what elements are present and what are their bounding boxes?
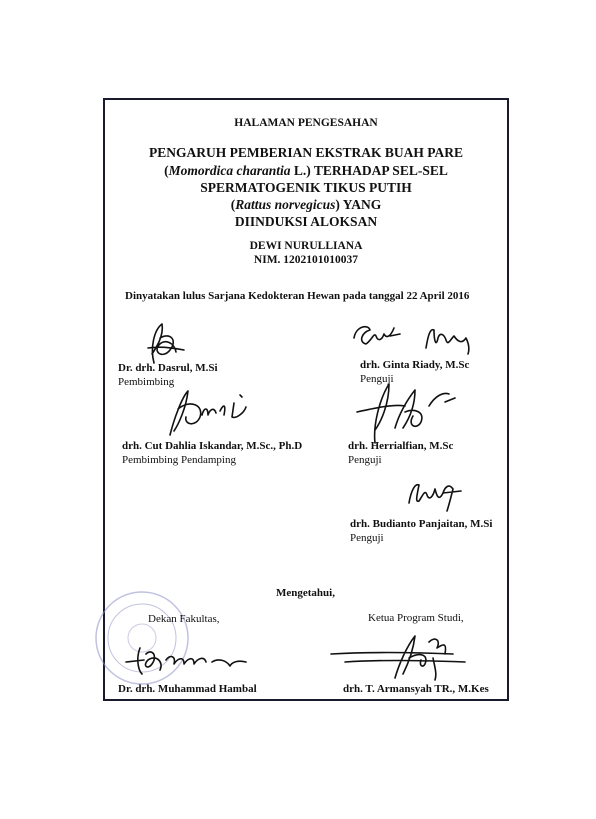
title-line-2-rest: L.) TERHADAP SEL-SEL [290,163,448,178]
title-paren: ( [164,163,169,178]
title-paren-2: ( [230,197,236,212]
pendamping-role: Pembimbing Pendamping [122,454,236,466]
dekan-name: Dr. drh. Muhammad Hambal [118,683,257,695]
author-nim: NIM. 1202101010037 [253,254,359,266]
species-name-1: Momordica charantia [168,163,291,178]
penguji-3-role: Penguji [350,532,384,544]
signature-penguji-3 [405,475,465,515]
pembimbing-name: Dr. drh. Dasrul, M.Si [118,362,218,374]
mengetahui-label: Mengetahui, [276,587,335,599]
penguji-1-name: drh. Ginta Riady, M.Sc [360,359,470,371]
penguji-2-role: Penguji [348,454,382,466]
species-name-2: Rattus norvegicus [235,197,336,212]
signature-ketua [325,628,470,683]
signature-dekan [122,640,252,680]
pendamping-name: drh. Cut Dahlia Iskandar, M.Sc., Ph.D [122,440,303,452]
title-line-4-rest: ) YANG [335,197,382,212]
signature-pendamping [160,385,255,440]
graduation-statement: Dinyatakan lulus Sarjana Kedokteran Hewan pada tanggal 22 April 2016 [125,290,470,302]
signature-penguji-2 [345,378,470,448]
dekan-title: Dekan Fakultas, [148,613,220,625]
ketua-name: drh. T. Armansyah TR., M.Kes [343,683,489,695]
title-line-2 [103,163,509,179]
penguji-2-name: drh. Herrialfian, M.Sc [348,440,454,452]
title-line-1: PENGARUH PEMBERIAN EKSTRAK BUAH PARE [148,145,464,160]
author-name: DEWI NURULLIANA [249,240,363,252]
page-heading: HALAMAN PENGESAHAN [234,117,378,129]
penguji-1-role: Penguji [360,373,394,385]
title-line-3: SPERMATOGENIK TIKUS PUTIH [200,180,412,195]
pembimbing-role: Pembimbing [118,376,175,388]
ketua-title: Ketua Program Studi, [368,612,464,624]
signature-pembimbing [140,318,190,368]
penguji-3-name: drh. Budianto Panjaitan, M.Si [350,518,493,530]
signature-penguji-1 [350,318,480,358]
title-line-4 [103,197,509,213]
title-line-5: DIINDUKSI ALOKSAN [234,214,378,229]
